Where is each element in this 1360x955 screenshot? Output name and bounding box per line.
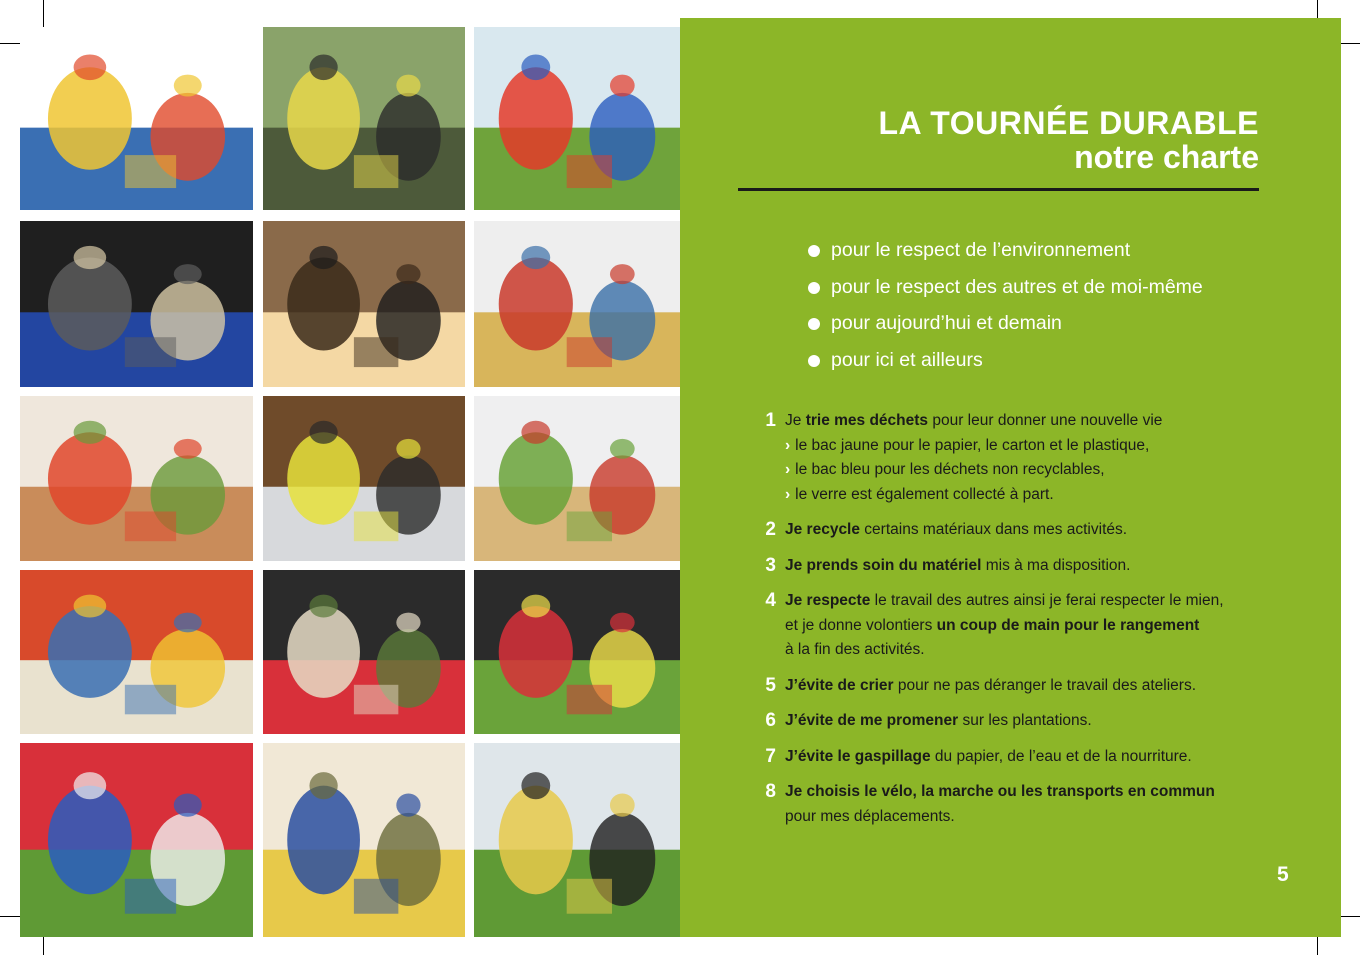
chevron-right-icon: › — [785, 485, 791, 503]
rule-bold-text: Je recycle — [785, 521, 860, 538]
photo-welding-worker — [20, 221, 253, 387]
photo-dance-crowd — [474, 743, 680, 937]
title-underline — [738, 188, 1259, 191]
photo-kids-board-game — [474, 570, 680, 734]
rule-sub-item — [785, 483, 1276, 508]
principle-item: pour ici et ailleurs — [808, 342, 1203, 379]
rule-item — [756, 709, 1276, 734]
rule-text: sur les plantations. — [958, 712, 1092, 729]
principle-item: pour le respect des autres et de moi-même — [808, 269, 1203, 306]
rule-item — [756, 780, 1276, 829]
title-line-2: notre charte — [1074, 139, 1259, 175]
photo-field-hockey-game — [20, 743, 253, 937]
rule-item — [756, 745, 1276, 770]
rule-sub-item — [785, 434, 1276, 459]
rule-sub-text: le bac jaune pour le papier, le carton et le plastique, — [795, 436, 1150, 454]
photo-shadow-puppet-box — [263, 221, 465, 387]
rule-number: 7 — [765, 745, 776, 767]
rule-bold-text: J’évite de crier — [785, 676, 894, 694]
photo-crowd-under-tents — [263, 570, 465, 734]
rule-text: pour leur donner une nouvelle vie — [928, 412, 1163, 429]
rule-item — [756, 409, 1276, 507]
rule-text: à la fin des activités. — [785, 641, 925, 658]
photo-climbing-wall — [474, 396, 680, 561]
charter-rules — [756, 409, 1276, 829]
photo-painting-girls — [20, 570, 253, 734]
rule-number: 6 — [765, 710, 776, 731]
rule-sub-item — [785, 458, 1276, 483]
rule-bold-text: Je choisis le vélo, la marche ou les transports en commun — [785, 783, 1215, 800]
rule-number: 2 — [765, 519, 776, 540]
rule-text: pour mes déplacements. — [785, 807, 955, 825]
rule-sub-text: le verre est également collecté à part. — [795, 485, 1054, 503]
photo-trampoline-course — [474, 27, 680, 210]
page-number: 5 — [1277, 863, 1289, 886]
rule-text: et je donne volontiers — [785, 616, 937, 634]
rule-text: le travail des autres ainsi je ferai respecter le mien, — [870, 592, 1224, 609]
photo-kids-cards-on-hay — [474, 221, 680, 387]
chevron-right-icon: › — [785, 436, 791, 454]
rule-bold-text: trie mes déchets — [805, 412, 929, 429]
title-line-1: LA TOURNÉE DURABLE — [878, 105, 1259, 141]
photo-street-musicians — [263, 396, 465, 561]
photo-graffiti-banner-kids — [20, 27, 253, 210]
rule-text: certains matériaux dans mes activités. — [860, 521, 1128, 538]
charter-panel — [680, 18, 1341, 937]
rule-number: 5 — [765, 674, 776, 696]
rule-item — [756, 518, 1276, 543]
rule-number: 4 — [765, 590, 776, 611]
rule-number: 3 — [765, 554, 776, 576]
rule-text: pour ne pas déranger le travail des ateliers. — [893, 676, 1197, 694]
rule-item — [756, 674, 1276, 699]
principle-item: pour aujourd’hui et demain — [808, 305, 1203, 342]
rule-item — [756, 589, 1276, 663]
photo-craft-mobile-making — [20, 396, 253, 561]
rule-text: du papier, de l’eau et de la nourriture. — [930, 747, 1192, 765]
principle-item: pour le respect de l’environnement — [808, 232, 1203, 269]
charter-title — [878, 106, 1259, 174]
rule-bold-text: un coup de main pour le rangement — [936, 616, 1200, 634]
rule-number: 1 — [765, 410, 776, 431]
rule-number: 8 — [765, 781, 776, 802]
rule-item — [756, 554, 1276, 579]
rule-text: mis à ma disposition. — [981, 556, 1131, 574]
rule-bold-text: Je prends soin du matériel — [785, 556, 982, 574]
rule-bold-text: Je respecte — [785, 592, 871, 609]
photo-forge-workshop — [263, 27, 465, 210]
chevron-right-icon: › — [785, 461, 791, 478]
principles-list — [808, 232, 1203, 378]
rule-bold-text: J’évite le gaspillage — [785, 747, 931, 765]
rule-sub-text: le bac bleu pour les déchets non recyclables, — [795, 461, 1105, 478]
rule-text: Je — [785, 412, 806, 429]
rule-bold-text: J’évite de me promener — [785, 712, 959, 729]
photo-ground-painting — [263, 743, 465, 937]
